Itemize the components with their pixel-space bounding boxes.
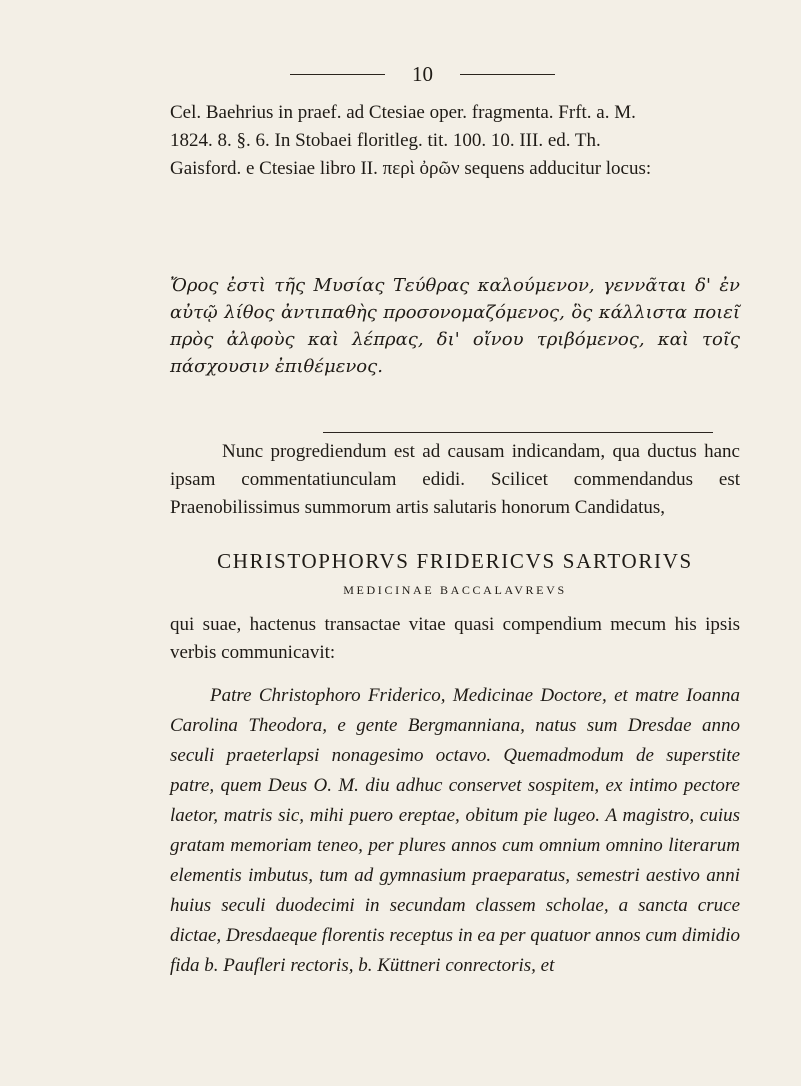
candidate-name-text: CHRISTOPHORVS FRIDERICVS SARTORIVS [217,549,693,573]
intro-text: Nunc progrediendum est ad causam indicandam, qua ductus hanc ipsam commentatiunculam edidi. Scilicet commendandus est Praenobilissimus summorum artis salutaris honorum Candidatus, [170,441,740,518]
quotation-rule [323,432,713,433]
intro-paragraph [170,438,740,522]
after-name-text: qui suae, hactenus transactae vitae quasi compendium mecum his ipsis verbis communicavit: [170,614,740,663]
citation-line: 1824. 8. §. 6. In Stobaei floritleg. tit. 100. 10. III. ed. Th. [170,130,601,151]
vita-text: Patre Christophoro Friderico, Medicinae Doctore, et matre Ioanna Carolina Theodora, e gente Bergmanniana, natus sum Dresdae anno seculi praeterlapsi nonagesimo octavo. Quemadmodum de superstite patre, quem Deus O. M. diu adhuc conservet sospitem, ex intimo pectore laetor, matris sic, mihi puero ereptae, obitum pie lugeo. A magistro, cuius gratam memoriam teneo, per plures annos cum omnium omnino literarum elementis imbutus, tum ad gymnasium praeparatus, semestri aestivo anni huius seculi duodecimi in secundam classem scholae, a sancta cruce dictae, Dresdaeque florentis receptus in ea per quatuor annos cum dimidio fida b. Paufleri rectoris, b. Küttneri conrectoris, et [170,685,740,976]
header-rule-right [460,74,555,75]
candidate-degree-text: MEDICINAE BACCALAVREVS [343,583,567,597]
greek-quotation [170,272,740,380]
greek-text: Ὄρος ἐστὶ τῆς Μυσίας Τεύθρας καλούμενον, γεννᾶται δ' ἐν αὐτῷ λίθος ἀντιπαθὴς προσονομαζόμενος, ὃς κάλλιστα ποιεῖ πρὸς ἀλφοὺς καὶ λέπρας, δι' οἴνου τριβόμενος, καὶ τοῖς πάσχουσιν ἐπιθέμενος. [170,275,740,377]
candidate-degree [170,581,740,599]
candidate-name [170,547,740,575]
citation-line: Cel. Baehrius in praef. ad Ctesiae oper. fragmenta. Frft. a. M. [170,102,636,123]
page-header [290,62,555,86]
vita-paragraph [170,681,740,981]
citation-paragraph [170,99,740,183]
after-name-paragraph [170,611,740,667]
page-number: 10 [412,62,433,86]
header-rule-left [290,74,385,75]
citation-line: Gaisford. e Ctesiae libro II. περὶ ὀρῶν sequens adducitur locus: [170,158,652,179]
